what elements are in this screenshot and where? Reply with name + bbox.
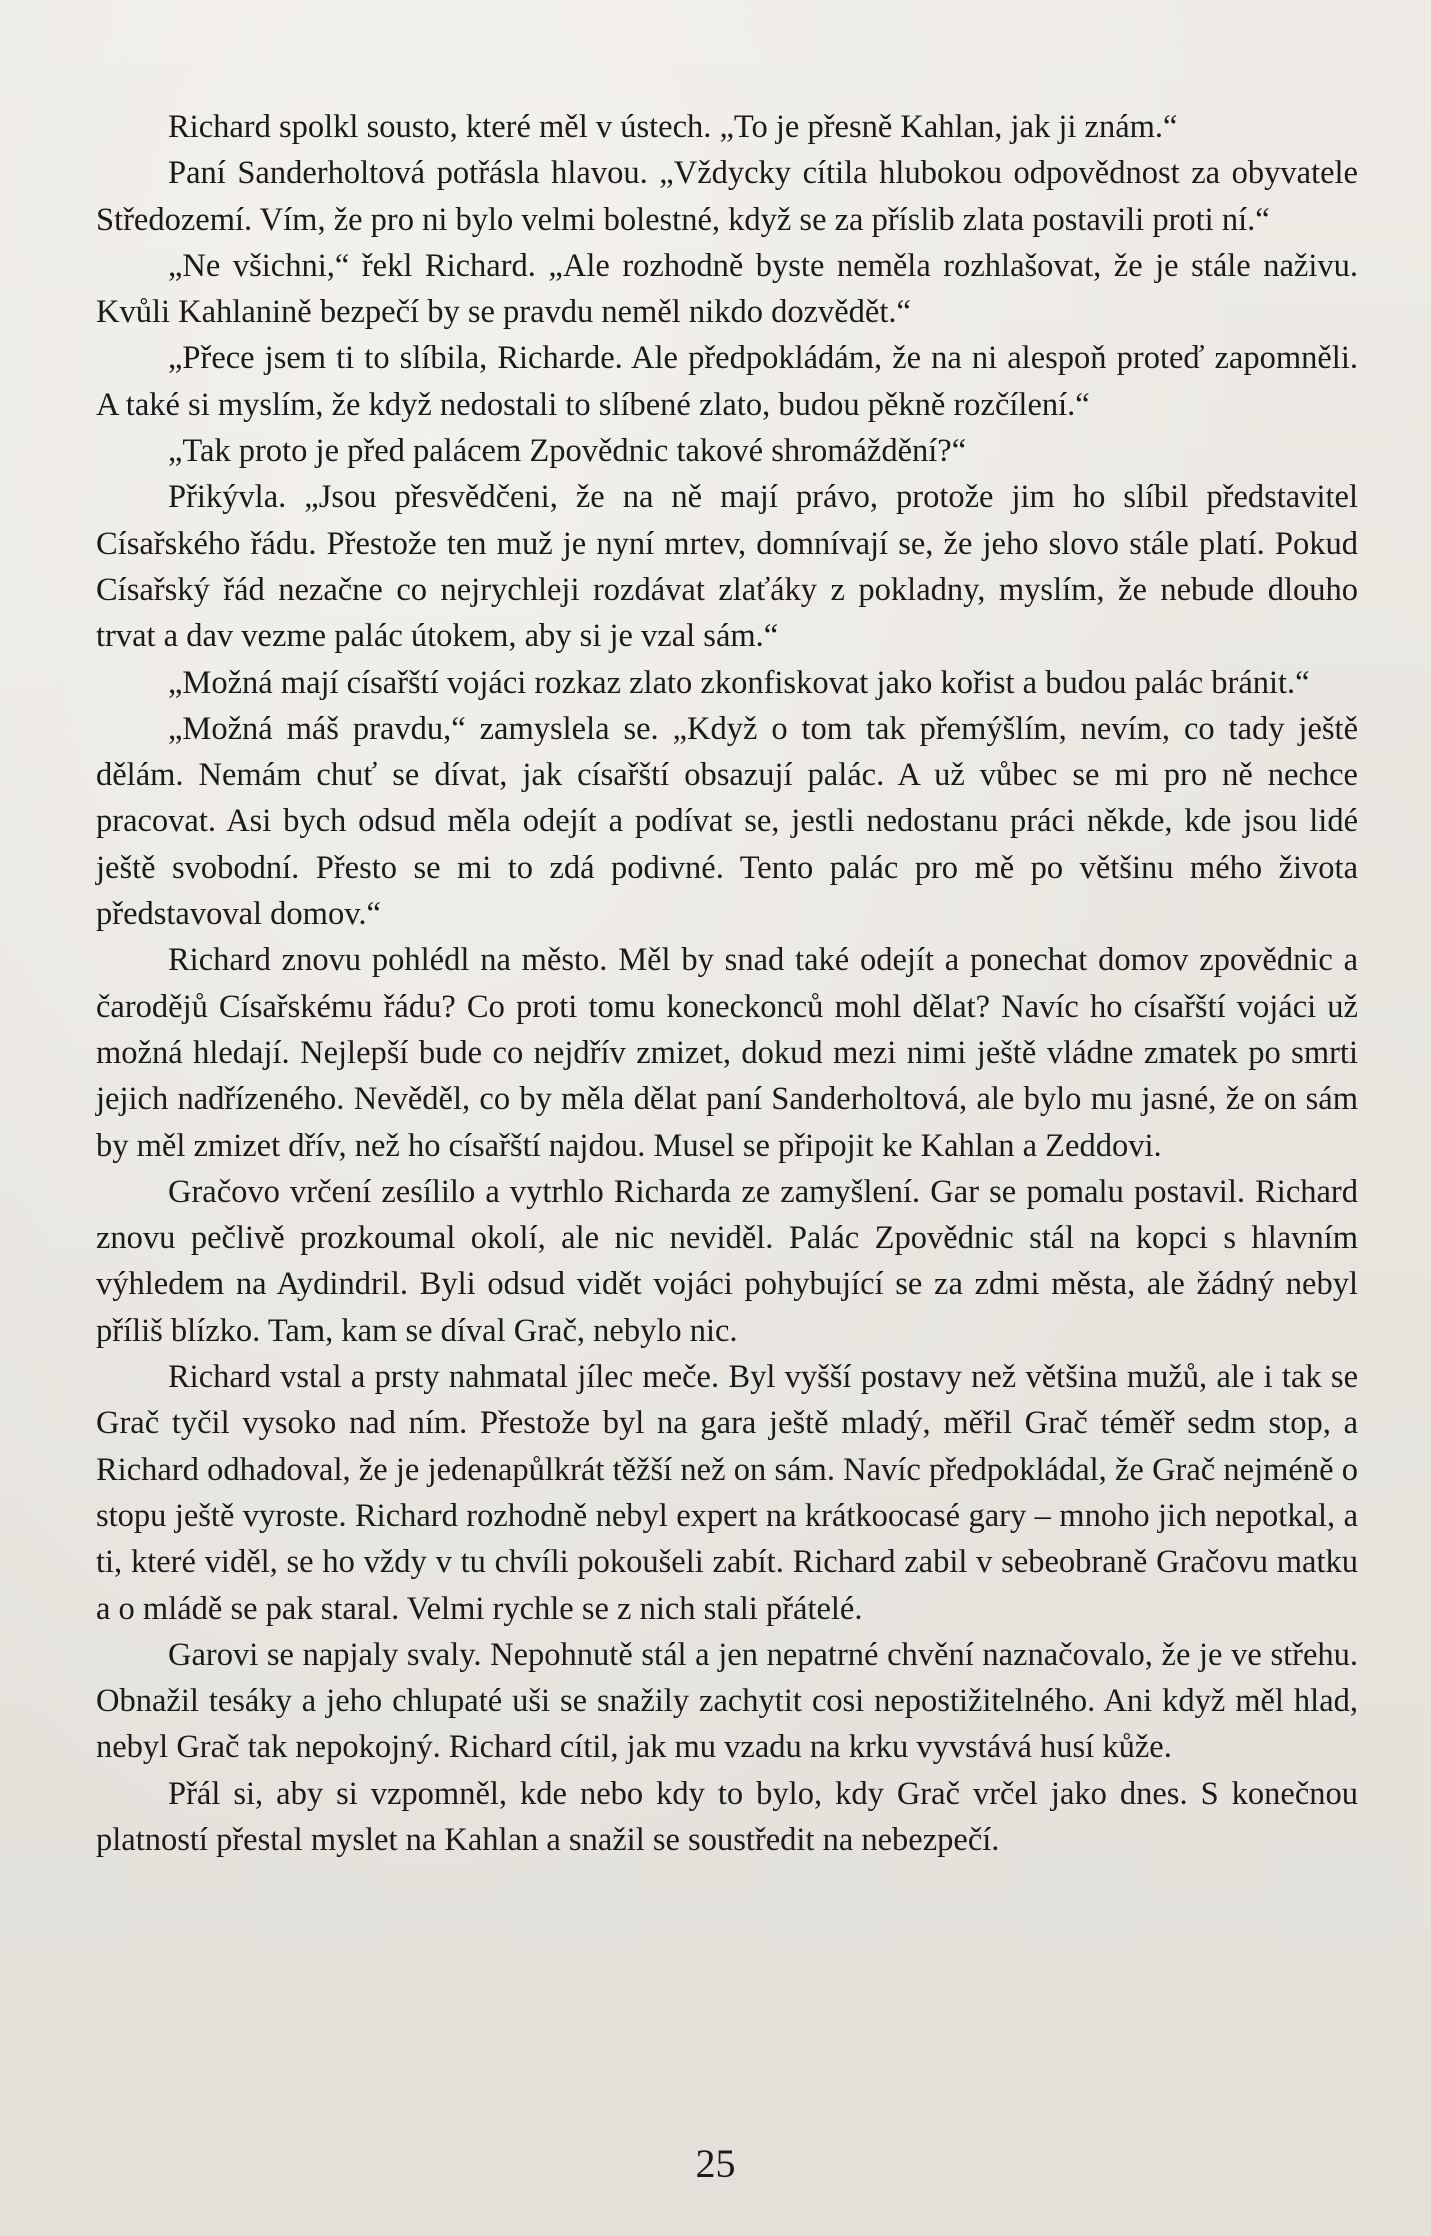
paragraph: „Možná mají císařští vojáci rozkaz zlato zkonfiskovat jako kořist a budou palác bránit.“ bbox=[168, 664, 1310, 701]
paragraph: „Ne všichni,“ řekl Richard. „Ale rozhodně byste neměla rozhlašovat, že je stále naživu. Kvůli Kahlanině bezpečí by se pravdu neměl nikdo dozvědět.“ bbox=[96, 247, 1358, 331]
paragraph: Gračovo vrčení zesílilo a vytrhlo Richarda ze zamyšlení. Gar se pomalu postavil. Richard znovu pečlivě prozkoumal okolí, ale nic neviděl. Palác Zpovědnic stál na kopci s hlavním výhledem na Aydindril. Byli odsud vidět vojáci pohybující se za zdmi města, ale žádný nebyl příliš blízko. Tam, kam se díval Grač, nebylo nic. bbox=[96, 1173, 1358, 1349]
paragraph: Garovi se napjaly svaly. Nepohnutě stál a jen nepatrné chvění naznačovalo, že je ve střehu. Obnažil tesáky a jeho chlupaté uši se snažily zachytit cosi nepostižitelného. Ani když měl hlad, nebyl Grač tak nepokojný. Richard cítil, jak mu vzadu na krku vyvstává husí kůže. bbox=[96, 1636, 1358, 1766]
paragraph: „Přece jsem ti to slíbila, Richarde. Ale předpokládám, že na ni alespoň proteď zapomněli. A také si myslím, že když nedostali to slíbené zlato, budou pěkně rozčílení.“ bbox=[96, 340, 1358, 423]
paragraph: Přikývla. „Jsou přesvědčeni, že na ně mají právo, protože jim ho slíbil představitel Císařského řádu. Přestože ten muž je nyní mrtev, domnívají se, že jeho slovo stále platí. Pokud Císařský řád nezačne co nejrychleji rozdávat zlaťáky z pokladny, myslím, že nebude dlouho trvat a dav vezme palác útokem, aby si je vzal sám.“ bbox=[96, 479, 1358, 655]
paragraph: Richard vstal a prsty nahmatal jílec meče. Byl vyšší postavy než většina mužů, ale i tak se Grač tyčil vysoko nad ním. Přestože byl na gara ještě mladý, měřil Grač téměř sedm stop, a Richard odhadoval, že je jedenapůlkrát těžší než on sám. Navíc předpokládal, že Grač nejméně o stopu ještě vyroste. Richard rozhodně nebyl expert na krátkoocasé gary – mnoho jich nepotkal, a ti, které viděl, se ho vždy v tu chvíli pokoušeli zabít. Richard zabil v sebeobraně Gračovu matku a o mládě se pak staral. Velmi rychle se z nich stali přátelé. bbox=[96, 1359, 1358, 1627]
page-number: 25 bbox=[695, 2141, 736, 2186]
paragraph: „Tak proto je před palácem Zpovědnic takové shromáždění?“ bbox=[168, 433, 967, 470]
body-text bbox=[96, 104, 1358, 1863]
paragraph: „Možná máš pravdu,“ zamyslela se. „Když o tom tak přemýšlím, nevím, co tady ještě dělám. Nemám chuť se dívat, jak císařští obsazují palác. A už vůbec se mi pro ně nechce pracovat. Asi bych odsud měla odejít a podívat se, jestli nedostanu práci někde, kde jsou lidé ještě svobodní. Přesto se mi to zdá podivné. Tento palác pro mě po většinu mého života představoval domov.“ bbox=[96, 710, 1358, 933]
paragraph: Přál si, aby si vzpomněl, kde nebo kdy to bylo, kdy Grač vrčel jako dnes. S konečnou platností přestal myslet na Kahlan a snažil se soustředit na nebezpečí. bbox=[96, 1775, 1358, 1858]
paragraph: Richard znovu pohlédl na město. Měl by snad také odejít a ponechat domov zpovědnic a čarodějů Císařskému řádu? Co proti tomu koneckonců mohl dělat? Navíc ho císařští vojáci už možná hledají. Nejlepší bude co nejdřív zmizet, dokud mezi nimi ještě vládne zmatek po smrti jejich nadřízeného. Nevěděl, co by měla dělat paní Sanderholtová, ale bylo mu jasné, že on sám by měl zmizet dřív, než ho císařští najdou. Musel se připojit ke Kahlan a Zeddovi. bbox=[96, 942, 1358, 1164]
paragraph: Paní Sanderholtová potřásla hlavou. „Vždycky cítila hlubokou odpovědnost za obyvatele Středozemí. Vím, že pro ni bylo velmi bolestné, když se za příslib zlata postavili proti ní.“ bbox=[96, 155, 1358, 238]
paragraph: Richard spolkl sousto, které měl v ústech. „To je přesně Kahlan, jak ji znám.“ bbox=[168, 109, 1178, 145]
